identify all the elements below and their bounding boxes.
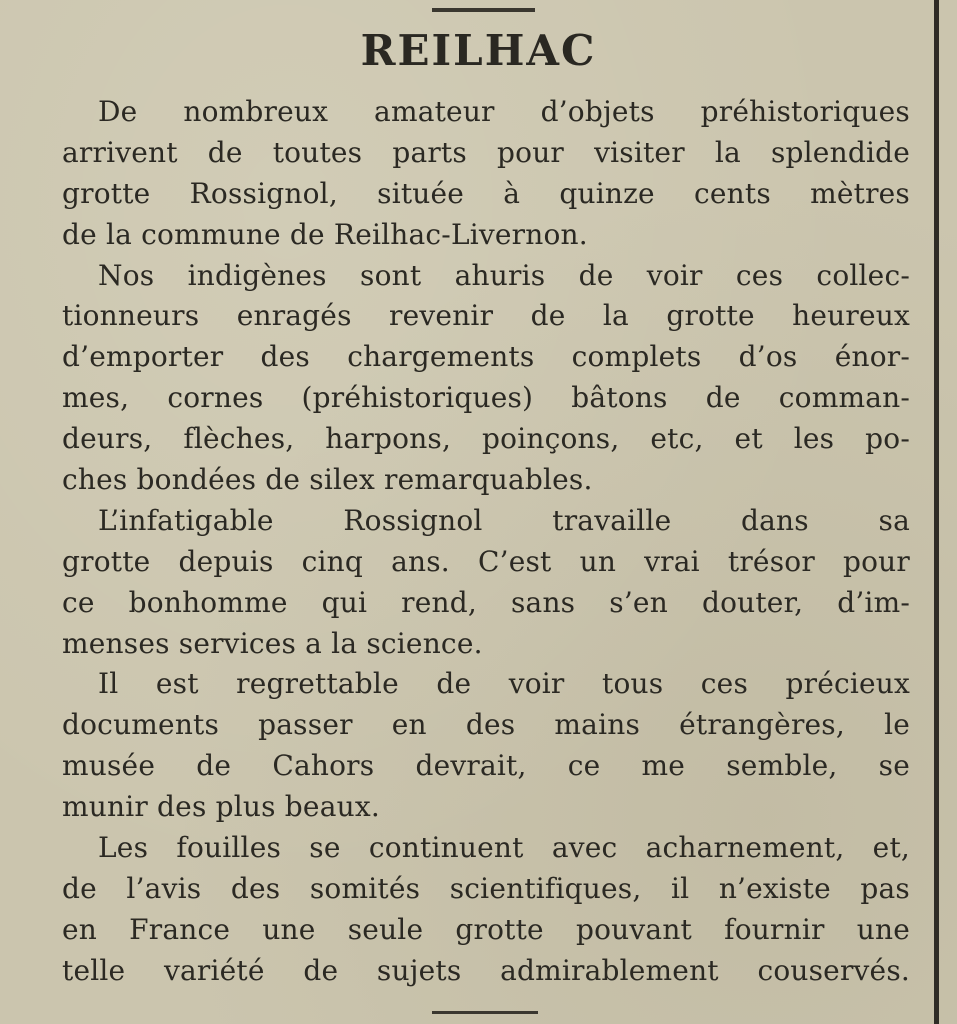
text-line: de l’avis des somités scientifiques, il n’existe pas [62, 871, 910, 905]
paragraph-1 [62, 92, 910, 256]
bottom-divider-rule [432, 1011, 538, 1014]
text-line: de la commune de Reilhac-Livernon. [62, 217, 588, 251]
text-line: documents passer en des mains étrangères, le [62, 708, 910, 742]
text-line: telle variété de sujets admirablement couservés. [62, 953, 910, 987]
paragraph-4 [62, 664, 910, 828]
top-divider-rule [432, 8, 535, 12]
column-divider-rule [934, 0, 939, 1024]
text-line: ches bondées de silex remarquables. [62, 463, 593, 497]
text-line: d’emporter des chargements complets d’os énor- [62, 340, 910, 374]
text-line: arrivent de toutes parts pour visiter la splendide [62, 135, 910, 169]
text-line: munir des plus beaux. [62, 790, 380, 824]
text-line: tionneurs enragés revenir de la grotte heureux [62, 299, 910, 333]
text-line: grotte depuis cinq ans. C’est un vrai trésor pour [62, 544, 910, 578]
article-headline: REILHAC [360, 26, 597, 75]
article-body [62, 92, 910, 992]
text-line: menses services a la science. [62, 626, 483, 660]
text-line: Les fouilles se continuent avec acharnement, et, [98, 831, 910, 865]
text-line: grotte Rossignol, située à quinze cents mètres [62, 176, 910, 210]
text-line: De nombreux amateur d’objets préhistoriques [98, 95, 910, 128]
paragraph-2 [62, 256, 910, 501]
text-line: ce bonhomme qui rend, sans s’en douter, d’im- [62, 585, 910, 619]
paragraph-3 [62, 501, 910, 665]
text-line: Il est regrettable de voir tous ces précieux [98, 667, 910, 701]
paragraph-5 [62, 828, 910, 992]
text-line: mes, cornes (préhistoriques) bâtons de comman- [62, 381, 910, 415]
text-line: Nos indigènes sont ahuris de voir ces collec- [98, 258, 910, 292]
text-line: en France une seule grotte pouvant fournir une [62, 912, 910, 946]
text-line: deurs, flèches, harpons, poinçons, etc, et les po- [62, 422, 910, 456]
text-line: musée de Cahors devrait, ce me semble, se [62, 749, 910, 783]
text-line: L’infatigable Rossignol travaille dans sa [98, 503, 910, 537]
